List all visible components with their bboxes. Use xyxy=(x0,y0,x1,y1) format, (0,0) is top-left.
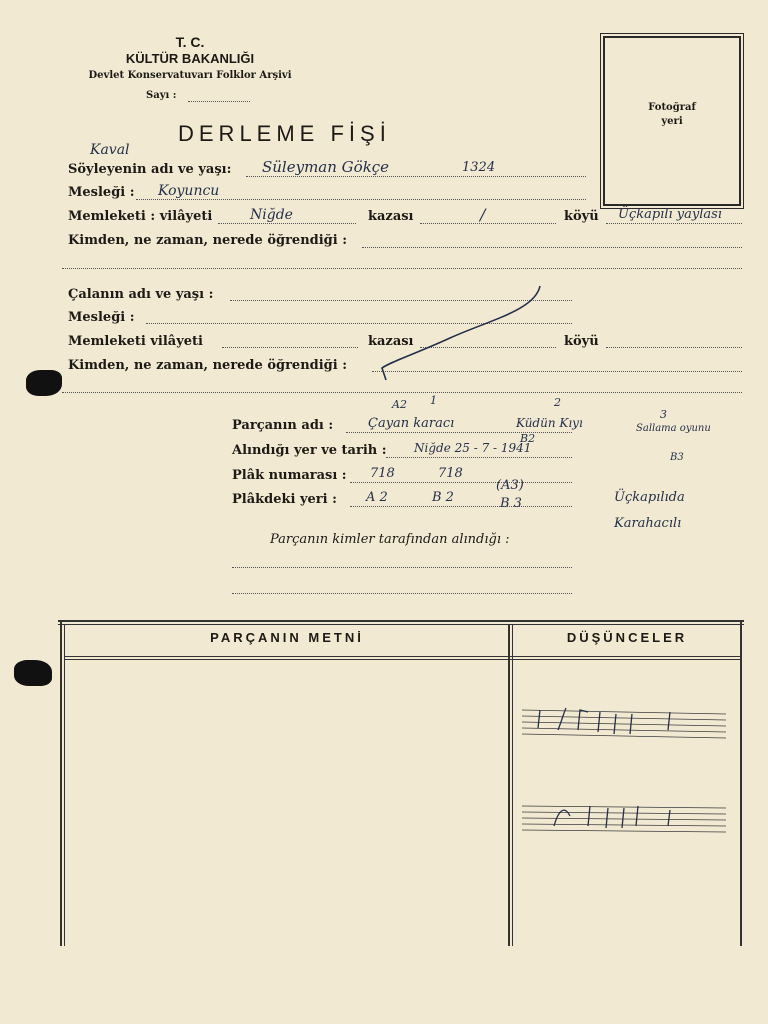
hw-instrument: Kaval xyxy=(90,142,130,158)
header-tc: T. C. xyxy=(175,34,205,50)
piece-name-line xyxy=(346,432,572,433)
table-left-border-2 xyxy=(64,624,65,946)
hw-note-1: Üçkapılıda xyxy=(614,490,685,505)
player-province-line xyxy=(222,347,358,348)
hw-piece-1: Çayan karacı xyxy=(368,416,455,431)
notes-column-header: DÜŞÜNCELER xyxy=(566,630,688,645)
hw-num-3: 3 xyxy=(660,408,667,421)
table-left-border xyxy=(60,620,62,946)
singer-district-line xyxy=(420,223,556,224)
piece-record-no-line xyxy=(350,482,572,483)
piece-place-date-line xyxy=(386,457,572,458)
player-district-label: kazası xyxy=(368,334,414,349)
hw-b3-piece: B3 xyxy=(670,452,684,463)
hw-profession: Koyuncu xyxy=(158,183,220,199)
table-right-border xyxy=(740,620,742,946)
table-header-rule-2 xyxy=(64,659,740,660)
hw-note-2: Karahacılı xyxy=(614,516,682,531)
table-top-rule xyxy=(58,620,744,622)
player-hometown-label: Memleketi vilâyeti xyxy=(68,334,203,349)
hw-piece-3: Sallama oyunu xyxy=(636,423,711,434)
hw-record-no-1: 718 xyxy=(370,466,395,481)
player-name-label: Çalanın adı ve yaşı : xyxy=(68,287,214,302)
singer-learned-line-1 xyxy=(362,247,742,248)
player-learned-line-2 xyxy=(62,392,742,393)
piece-record-pos-line xyxy=(350,506,572,507)
singer-district-label: kazası xyxy=(368,209,414,224)
table-header-rule xyxy=(64,656,740,657)
piece-record-pos-label: Plâkdeki yeri : xyxy=(232,492,337,507)
singer-profession-line xyxy=(136,199,586,200)
text-column-header: PARÇANIN METNİ xyxy=(210,630,364,645)
hw-num-2: 2 xyxy=(554,396,561,409)
number-line xyxy=(188,101,250,102)
player-village-line xyxy=(606,347,742,348)
hw-b2-above: B2 xyxy=(520,432,536,445)
hw-num-1: 1 xyxy=(430,394,437,407)
table-top-rule-2 xyxy=(58,624,744,625)
header-archive: Devlet Konservatuvarı Folklor Arşivi xyxy=(88,70,292,81)
cancel-stroke xyxy=(370,280,550,390)
hw-place-date: Niğde 25 - 7 - 1941 xyxy=(414,441,532,455)
number-label: Sayı : xyxy=(146,90,177,101)
singer-learned-line-2 xyxy=(62,268,742,269)
hw-record-pos-3b: B 3 xyxy=(500,496,522,511)
hw-record-no-2: 718 xyxy=(438,466,463,481)
singer-village-label: köyü xyxy=(564,209,599,224)
punch-hole-bottom xyxy=(14,660,52,686)
hw-province: Niğde xyxy=(250,207,293,223)
hw-record-pos-3a: (A3) xyxy=(496,478,524,493)
hw-num-a2: A2 xyxy=(392,398,407,411)
table-divider xyxy=(508,624,510,946)
photo-box-label-2: yeri xyxy=(661,116,683,127)
music-staff-sketch-2 xyxy=(518,796,732,842)
singer-village-line xyxy=(606,223,742,224)
photo-box-label-1: Fotoğraf xyxy=(648,102,696,113)
punch-hole-top xyxy=(26,370,62,396)
piece-record-no-label: Plâk numarası : xyxy=(232,468,347,483)
singer-province-line xyxy=(218,223,356,224)
singer-hometown-label: Memleketi : vilâyeti xyxy=(68,209,213,224)
hw-singer-name: Süleyman Gökçe xyxy=(262,158,390,176)
header-ministry: KÜLTÜR BAKANLIĞI xyxy=(125,51,255,66)
collectors-line-1 xyxy=(232,567,572,568)
hw-piece-2: Küdün Kıyı xyxy=(516,416,583,430)
hw-record-pos-1: A 2 xyxy=(366,490,388,505)
piece-name-label: Parçanın adı : xyxy=(232,418,334,433)
hw-singer-year: 1324 xyxy=(462,160,496,175)
player-village-label: köyü xyxy=(564,334,599,349)
piece-collectors-label: Parçanın kimler tarafından alındığı : xyxy=(270,532,510,547)
piece-place-date-label: Alındığı yer ve tarih : xyxy=(232,443,387,458)
music-staff-sketch-1 xyxy=(518,700,732,750)
photo-box xyxy=(603,36,741,206)
singer-learned-label: Kimden, ne zaman, nerede öğrendiği : xyxy=(68,233,348,248)
singer-name-line xyxy=(246,176,586,177)
form-title: DERLEME FİŞİ xyxy=(178,121,391,146)
table-divider-2 xyxy=(512,624,513,946)
singer-name-label: Söyleyenin adı ve yaşı: xyxy=(68,162,232,177)
hw-district: / xyxy=(480,205,486,224)
hw-village: Üçkapılı yaylası xyxy=(618,207,722,222)
player-profession-label: Mesleği : xyxy=(68,310,135,325)
hw-record-pos-2: B 2 xyxy=(432,490,454,505)
player-learned-label: Kimden, ne zaman, nerede öğrendiği : xyxy=(68,358,348,373)
collectors-line-2 xyxy=(232,593,572,594)
singer-profession-label: Mesleği : xyxy=(68,185,135,200)
